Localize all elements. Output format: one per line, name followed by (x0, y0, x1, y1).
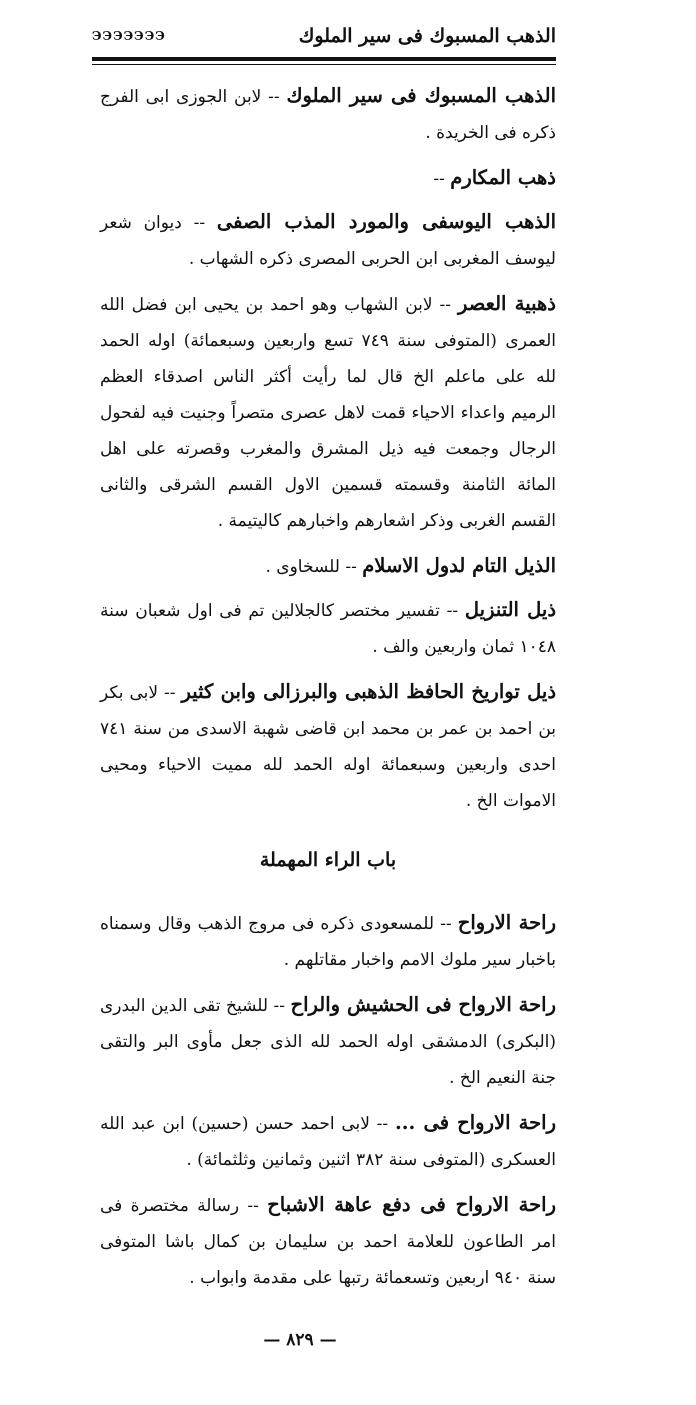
entry-title: ذيل تواريخ الحافظ الذهبى والبرزالى وابن كثير (181, 680, 557, 703)
entry-text: -- للمسعودى ذكره فى مروج الذهب وقال وسمناه باخبار سير ملوك الامم واخبار مقاتلهم . (100, 914, 556, 970)
page-header (92, 22, 556, 50)
entry-dhahab-masbuk (100, 78, 556, 151)
entry-text: -- لابى بكر بن احمد بن عمر بن محمد ابن قاضى شهبة الاسدى من سنة ٧٤١ احدى واربعين وسبعمائة اوله الحمد لله مميت الاحياء ومحيى الاموات الخ . (100, 683, 556, 811)
entry-title: راحة الارواح فى الحشيش والراح (290, 993, 557, 1016)
entry-title: الذيل التام لدول الاسلام (362, 554, 556, 577)
entry-text: -- (433, 169, 451, 189)
page-number: — ٨٢٩ — (263, 1330, 337, 1350)
header-rule-thin (92, 64, 556, 65)
entry-dhahabiyyat-al-asr (100, 286, 556, 539)
entry-dhayl-tawarikh (100, 674, 556, 819)
entry-rahat-arwah-ahat (100, 1187, 556, 1296)
section-heading: باب الراء المهملة (259, 849, 397, 871)
entry-rahat-arwah-hashish (100, 987, 556, 1096)
entry-rahat-arwah-fi (100, 1105, 556, 1178)
entry-dhahab-makarim (100, 160, 556, 197)
entry-title: راحة الارواح فى ... (394, 1111, 557, 1134)
page-content (100, 78, 556, 1305)
entry-text: -- رسالة مختصرة فى امر الطاعون للعلامة احمد بن سليمان بن كمال باشا المتوفى سنة ٩٤٠ اربعين وتسعمائة رتبها على مقدمة وابواب . (100, 1196, 556, 1288)
header-marker: ЭЭЭЭЭЭЭ (92, 29, 166, 43)
entry-title: راحة الارواح فى دفع عاهة الاشباح (267, 1193, 556, 1216)
entry-dhahab-yusufi (100, 204, 556, 277)
entry-dhayl-tanzil (100, 592, 556, 665)
entry-text: -- لابى احمد حسن (حسين) ابن عبد الله العسكرى (المتوفى سنة ٣٨٢ اثنين وثمانين وثلثمائة) . (100, 1114, 556, 1170)
entry-text: -- تفسير مختصر كالجلالين تم فى اول شعبان سنة ١٠٤٨ ثمان واربعين والف . (100, 601, 556, 657)
entry-title: ذهب المكارم (450, 166, 556, 189)
running-title: الذهب المسبوك فى سير الملوك (298, 25, 556, 47)
entry-title: راحة الارواح (457, 911, 556, 934)
entry-title: ذهبية العصر (458, 292, 556, 315)
entry-text: -- ديوان شعر ليوسف المغربى ابن الحربى المصرى ذكره الشهاب . (100, 213, 556, 269)
entry-rahat-arwah (100, 905, 556, 978)
entry-text: -- للشيخ تقى الدين البدرى (البكرى) الدمشقى اوله الحمد لله الذى جعل مأوى البر والتقى جنة النعيم الخ . (100, 996, 556, 1088)
entry-text: -- للسخاوى . (265, 557, 363, 577)
entry-title: الذهب اليوسفى والمورد المذب الصفى (216, 210, 556, 233)
header-rule-thick (92, 57, 556, 61)
entry-title: الذهب المسبوك فى سير الملوك (286, 84, 557, 107)
entry-text: -- لابن الشهاب وهو احمد بن يحيى ابن فضل الله العمرى (المتوفى سنة ٧٤٩ تسع واربعين وسبعمائة) اوله الحمد لله على ماعلم الخ قال لما رأيت أكثر الناس اصدقاء العظم الرميم واعداء الاحياء قمت لاهل عصرى متصراً وجنيت فيه لفحول الرجال وجمعت فيه ذيل المشرق والمغرب وقصرته على اهل المائة الثامنة وقسمته قسمين الاول القسم الشرقى والثانى القسم الغربى وذكر اشعارهم واخبارهم كاليتيمة . (100, 295, 557, 531)
entry-title: ذيل التنزيل (464, 598, 557, 621)
entry-dhayl-tam (100, 548, 556, 585)
entry-text: -- لابن الجوزى ابى الفرج ذكره فى الخريدة . (100, 87, 556, 143)
